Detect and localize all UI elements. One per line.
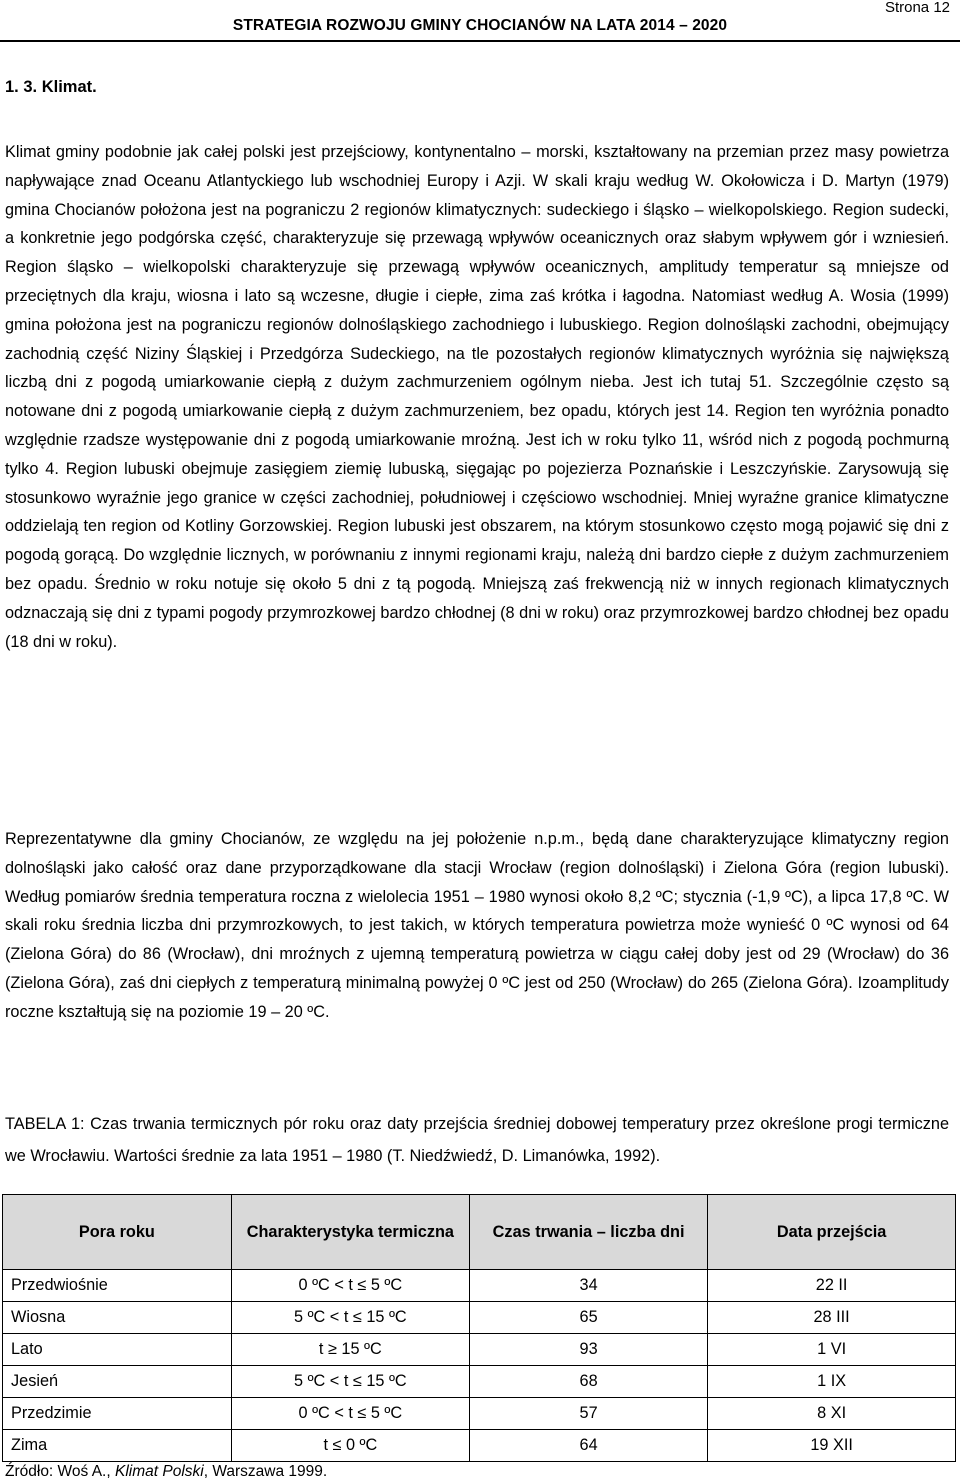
table-header-row: [3, 1195, 956, 1270]
header-divider: [0, 40, 960, 42]
table-row: [3, 1430, 956, 1462]
table-caption: TABELA 1: Czas trwania termicznych pór roku oraz daty przejścia średniej dobowej temperatury przez określone progi termiczne we Wrocławiu. Wartości średnie za lata 1951 – 1980 (T. Niedźwiedź, D. Limanówka, 1992).: [5, 1115, 949, 1165]
thermal-range-cell: 0 ºC < t ≤ 5 ºC: [231, 1398, 469, 1430]
thermal-seasons-table: [2, 1194, 956, 1462]
source-suffix: , Warszawa 1999.: [203, 1463, 328, 1480]
thermal-range-cell: 5 ºC < t ≤ 15 ºC: [231, 1302, 469, 1334]
thermal-range-cell: 5 ºC < t ≤ 15 ºC: [231, 1366, 469, 1398]
header-thermal-characteristic: Charakterystyka termiczna: [231, 1195, 469, 1270]
header-transition-date: Data przejścia: [708, 1195, 956, 1270]
duration-cell: 34: [469, 1270, 707, 1302]
date-cell: 1 IX: [708, 1366, 956, 1398]
season-cell: Przedwiośnie: [3, 1270, 232, 1302]
duration-cell: 93: [469, 1334, 707, 1366]
thermal-range-cell: 0 ºC < t ≤ 5 ºC: [231, 1270, 469, 1302]
duration-cell: 64: [469, 1430, 707, 1462]
date-cell: 1 VI: [708, 1334, 956, 1366]
season-cell: Jesień: [3, 1366, 232, 1398]
season-cell: Wiosna: [3, 1302, 232, 1334]
thermal-range-cell: t ≥ 15 ºC: [231, 1334, 469, 1366]
season-cell: Lato: [3, 1334, 232, 1366]
document-header-title: STRATEGIA ROZWOJU GMINY CHOCIANÓW NA LATA 2014 – 2020: [232, 17, 728, 34]
table-row: [3, 1302, 956, 1334]
date-cell: 8 XI: [708, 1398, 956, 1430]
page-number: Strona 12: [884, 0, 950, 16]
table-row: [3, 1398, 956, 1430]
date-cell: 22 II: [708, 1270, 956, 1302]
climate-paragraph-2: Reprezentatywne dla gminy Chocianów, ze względu na jej położenie n.p.m., będą dane charakteryzujące klimatyczny region dolnośląski jako całość oraz dane przyporządkowane dla stacji Wrocław (region dolnośląski) i Zielona Góra (region lubuski). Według pomiarów średnia temperatura roczna z wielolecia 1951 – 1980 wynosi około 8,2 ºC; styczniа (-1,9 ºC), a lipca 17,8 ºC. W skali roku średnia liczba dni przymrozkowych, to jest takich, w których temperatura powietrza może wynieść 0 ºC wynosi od 64 (Zielona Góra) do 86 (Wrocław), dni mroźnych z ujemną temperaturą powietrza w ciągu całej doby jest od 29 (Wrocław) do 36 (Zielona Góra), zaś dni ciepłych z temperaturą minimalną powyżej 0 ºC jest od 250 (Wrocław) do 265 (Zielona Góra). Izoamplitudy roczne kształtują się na poziomie 19 – 20 ºC.: [5, 830, 949, 1021]
table-row: [3, 1334, 956, 1366]
source-prefix: Źródło: Woś A.,: [5, 1463, 115, 1480]
climate-paragraph-1: Klimat gminy podobnie jak całej polski jest przejściowy, kontynentalno – morski, kształtowany na przemian przez masy powietrza napływające znad Oceanu Atlantyckiego lub wschodniej Europy i Azji. W skali kraju według W. Okołowicza i D. Martyn (1979) gmina Chocianów położona jest na pograniczu 2 regionów klimatycznych: sudeckiego i śląsko – wielkopolskiego. Region sudecki, a konkretnie jego podgórska część, charakteryzuje się przewagą wpływów oceanicznych oraz słabym wpływem gór i wzniesień. Region śląsko – wielkopolski charakteryzuje się przewagą wpływów oceanicznych, amplitudy temperatur są mniejsze od przeciętnych dla kraju, wiosna i lato są wczesne, długie i ciepłe, zima zaś krótka i łagodna. Natomiast według A. Wosia (1999) gmina położona jest na pograniczu regionów dolnośląskiego zachodniego i lubuskiego. Region dolnośląski zachodni, obejmujący zachodnią część Niziny Śląskiej i Przedgórza Sudeckiego, na tle pozostałych regionów klimatycznych wyróżnia się największą liczbą dni z pogodą umiarkowanie ciepłą z dużym zachmurzeniem ogólnym nieba. Jest ich tutaj 51. Szczególnie często są notowane dni z pogodą umiarkowanie ciepłą z dużym zachmurzeniem, bez opadu, których jest 14. Region ten wyróżnia ponadto względnie rzadsze występowanie dni z pogodą umiarkowanie mroźną. Jest ich w roku tylko 11, wśród nich z pogodą pochmurną tylko 4. Region lubuski obejmuje zasięgiem ziemię lubuską, sięgając po pojezierza Poznańskie i Leszczyńskie. Zarysowują się stosunkowo wyraźnie jego granice w części zachodniej, południowej i częściowo wschodniej. Mniej wyraźne granice klimatyczne oddzielają ten region od Kotliny Gorzowskiej. Region lubuski jest obszarem, na którym stosunkowo często mogą pojawić się dni z pogodą gorącą. Do względnie licznych, w porównaniu z innymi regionami kraju, należą dni bardzo ciepłe z dużym zachmurzeniem bez opadu. Średnio w roku notuje się około 5 dni z tą pogodą. Mniejszą zaś frekwencją niż w innych regionach klimatycznych odznaczają się dni z typami pogody przymrozkowej bardzo chłodnej (8 dni w roku) oraz przymrozkowej bardzo chłodnej bez opadu (18 dni w roku).: [5, 143, 949, 651]
date-cell: 19 XII: [708, 1430, 956, 1462]
header-duration-days: Czas trwania – liczba dni: [469, 1195, 707, 1270]
table-row: [3, 1366, 956, 1398]
season-cell: Zima: [3, 1430, 232, 1462]
duration-cell: 65: [469, 1302, 707, 1334]
source-note: [5, 1463, 327, 1481]
duration-cell: 68: [469, 1366, 707, 1398]
thermal-range-cell: t ≤ 0 ºC: [231, 1430, 469, 1462]
section-heading: 1. 3. Klimat.: [5, 78, 97, 96]
duration-cell: 57: [469, 1398, 707, 1430]
season-cell: Przedzimie: [3, 1398, 232, 1430]
table-row: [3, 1270, 956, 1302]
date-cell: 28 III: [708, 1302, 956, 1334]
header-season: Pora roku: [3, 1195, 232, 1270]
source-book-title: Klimat Polski: [114, 1463, 204, 1480]
